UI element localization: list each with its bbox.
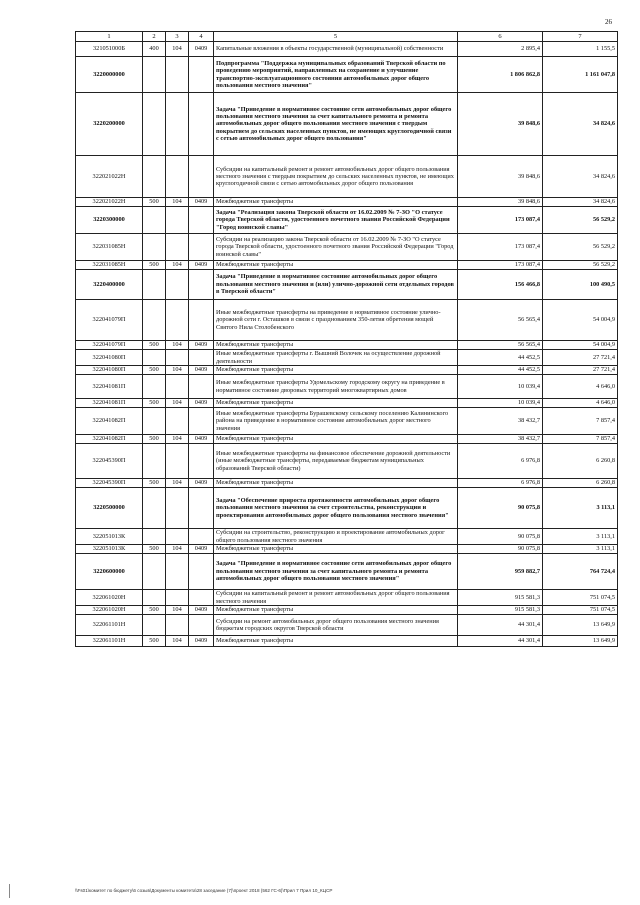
amount-executed-cell: 4 646,0 [543, 399, 618, 408]
item-name-cell: Субсидии на ремонт автомобильных дорог общего пользования местного значения бюджетам городских округов Тверской области [214, 615, 458, 636]
section-cell: 0409 [189, 606, 214, 615]
budget-code-cell: 3220300000 [76, 207, 143, 234]
budget-code-cell: 322041079П [76, 341, 143, 350]
budget-code-cell: 322045390П [76, 444, 143, 479]
section-cell [189, 156, 214, 198]
department-cell: 104 [166, 435, 189, 444]
footer-file-path: \\Fs01\комитет по бюджету\6 созыв\Документы комитета\28 заседание (7)\проект 2018 (562 ГС-6)\Прил 7 Прил 10_КЦСР [75, 888, 333, 893]
item-name-cell: Субсидии на капитальный ремонт и ремонт автомобильных дорог общего пользования местного значения с твердым покрытием до сельских населенных пунктов, не имеющих круглогодичной связи с сетью автомобильных дорог общего пользования [214, 156, 458, 198]
expense-type-cell: 500 [143, 479, 166, 488]
budget-code-cell: 322021022Н [76, 198, 143, 207]
section-cell: 0409 [189, 545, 214, 554]
expense-type-cell: 500 [143, 198, 166, 207]
budget-code-cell: 322061020Н [76, 606, 143, 615]
item-name-cell: Межбюджетные трансферты [214, 435, 458, 444]
amount-2018-cell: 1 806 862,8 [458, 57, 543, 93]
department-cell [166, 554, 189, 590]
table-body [76, 42, 618, 647]
item-name-cell: Капитальные вложения в объекты государственной (муниципальной) собственности [214, 42, 458, 57]
section-cell: 0409 [189, 261, 214, 270]
amount-executed-cell: 751 074,5 [543, 606, 618, 615]
budget-code-cell: 322061101Н [76, 615, 143, 636]
expense-type-cell [143, 93, 166, 156]
item-name-cell: Межбюджетные трансферты [214, 261, 458, 270]
budget-code-cell: 3220400000 [76, 270, 143, 300]
item-name-cell: Иные межбюджетные трансферты на финансовое обеспечение дорожной деятельности (иные межбюджетные трансферты, передаваемые бюджетам муниципальных образований Тверской области) [214, 444, 458, 479]
amount-2018-cell: 39 848,6 [458, 93, 543, 156]
table-row [76, 375, 618, 399]
section-cell [189, 270, 214, 300]
amount-executed-cell: 1 161 047,8 [543, 57, 618, 93]
amount-2018-cell: 10 039,4 [458, 399, 543, 408]
amount-executed-cell: 3 113,1 [543, 488, 618, 529]
amount-2018-cell: 156 466,8 [458, 270, 543, 300]
amount-executed-cell: 751 074,5 [543, 590, 618, 606]
department-cell: 104 [166, 636, 189, 647]
expense-type-cell: 500 [143, 545, 166, 554]
amount-2018-cell: 90 075,8 [458, 545, 543, 554]
item-name-cell: Межбюджетные трансферты [214, 545, 458, 554]
amount-2018-cell: 44 301,4 [458, 636, 543, 647]
budget-code-cell: 3220000000 [76, 57, 143, 93]
table-row [76, 435, 618, 444]
expense-type-cell: 500 [143, 606, 166, 615]
amount-2018-cell: 6 976,8 [458, 479, 543, 488]
item-name-cell: Субсидии на строительство, реконструкцию и проектирование автомобильных дорог общего пользования местного значения [214, 529, 458, 545]
department-cell [166, 488, 189, 529]
section-cell [189, 529, 214, 545]
expense-type-cell: 500 [143, 261, 166, 270]
amount-executed-cell: 34 824,6 [543, 156, 618, 198]
budget-code-cell: 321051000Б [76, 42, 143, 57]
expense-type-cell [143, 375, 166, 399]
department-cell [166, 300, 189, 341]
expense-type-cell [143, 529, 166, 545]
amount-executed-cell: 27 721,4 [543, 350, 618, 366]
department-cell: 104 [166, 341, 189, 350]
amount-executed-cell: 100 490,5 [543, 270, 618, 300]
section-cell [189, 300, 214, 341]
amount-executed-cell: 7 857,4 [543, 408, 618, 435]
department-cell: 104 [166, 479, 189, 488]
section-cell [189, 375, 214, 399]
expense-type-cell [143, 408, 166, 435]
department-cell [166, 350, 189, 366]
section-cell: 0409 [189, 479, 214, 488]
item-name-cell: Задача "Приведение в нормативное состояние сети автомобильных дорог общего пользования местного значения за счет капитального ремонта и ремонта автомобильных дорог общего пользования местного значения с твердым покрытием до сельских населенных пунктов, не имеющих круглогодичной связи с сетью автомобильных дорог общего пользования" [214, 93, 458, 156]
table-row [76, 545, 618, 554]
department-cell: 104 [166, 606, 189, 615]
amount-2018-cell: 38 432,7 [458, 435, 543, 444]
budget-code-cell: 322041081П [76, 399, 143, 408]
amount-2018-cell: 10 039,4 [458, 375, 543, 399]
expense-type-cell [143, 57, 166, 93]
amount-executed-cell: 27 721,4 [543, 366, 618, 375]
section-cell [189, 234, 214, 261]
expense-type-cell: 500 [143, 435, 166, 444]
table-row [76, 300, 618, 341]
department-cell [166, 93, 189, 156]
department-cell [166, 444, 189, 479]
table-row [76, 57, 618, 93]
section-cell [189, 207, 214, 234]
department-cell: 104 [166, 545, 189, 554]
item-name-cell: Задача "Обеспечение прироста протяженности автомобильных дорог общего пользования местного значения за счет строительства, реконструкции и проектирования автомобильных дорог общего пользования местного значения" [214, 488, 458, 529]
table-row [76, 636, 618, 647]
table-row [76, 479, 618, 488]
table-row [76, 42, 618, 57]
amount-executed-cell: 764 724,4 [543, 554, 618, 590]
expense-type-cell [143, 350, 166, 366]
budget-code-cell: 322041080П [76, 366, 143, 375]
budget-code-cell: 3220600000 [76, 554, 143, 590]
budget-table-container [75, 31, 617, 647]
table-row [76, 554, 618, 590]
amount-2018-cell: 173 087,4 [458, 207, 543, 234]
section-cell [189, 350, 214, 366]
amount-2018-cell: 959 882,7 [458, 554, 543, 590]
amount-executed-cell: 13 649,9 [543, 615, 618, 636]
item-name-cell: Субсидии на реализацию закона Тверской области от 16.02.2009 № 7-ЗО "О статусе города Тверской области, удостоенного почетного звания Российской Федерации "Город воинской славы" [214, 234, 458, 261]
table-header-row [76, 32, 618, 42]
expense-type-cell [143, 590, 166, 606]
amount-executed-cell: 34 824,6 [543, 93, 618, 156]
item-name-cell: Иные межбюджетные трансферты г. Вышний Волочек на осуществление дорожной деятельности [214, 350, 458, 366]
budget-code-cell: 322041079П [76, 300, 143, 341]
section-cell: 0409 [189, 636, 214, 647]
department-cell [166, 57, 189, 93]
section-cell: 0409 [189, 399, 214, 408]
budget-code-cell: 322041080П [76, 350, 143, 366]
amount-executed-cell: 7 857,4 [543, 435, 618, 444]
expense-type-cell [143, 270, 166, 300]
amount-executed-cell: 4 646,0 [543, 375, 618, 399]
section-cell [189, 93, 214, 156]
table-row [76, 606, 618, 615]
department-cell: 104 [166, 42, 189, 57]
amount-executed-cell: 6 260,8 [543, 479, 618, 488]
amount-executed-cell: 54 004,9 [543, 341, 618, 350]
amount-executed-cell: 56 529,2 [543, 234, 618, 261]
amount-2018-cell: 44 452,5 [458, 350, 543, 366]
page-number: 26 [605, 18, 612, 26]
section-cell [189, 590, 214, 606]
budget-code-cell: 3220200000 [76, 93, 143, 156]
department-cell [166, 590, 189, 606]
budget-code-cell: 322031085Н [76, 261, 143, 270]
amount-2018-cell: 39 848,6 [458, 198, 543, 207]
expense-type-cell: 500 [143, 366, 166, 375]
table-row [76, 234, 618, 261]
budget-code-cell: 322051013К [76, 529, 143, 545]
table-row [76, 261, 618, 270]
table-row [76, 408, 618, 435]
expense-type-cell: 500 [143, 341, 166, 350]
expense-type-cell [143, 615, 166, 636]
item-name-cell: Задача "Приведение в нормативное состояние автомобильных дорог общего пользования местного значения и (или) улично-дорожной сети отдельных городов в Тверской области" [214, 270, 458, 300]
amount-2018-cell: 44 301,4 [458, 615, 543, 636]
column-header-1: 1 [76, 32, 143, 42]
item-name-cell: Межбюджетные трансферты [214, 366, 458, 375]
item-name-cell: Межбюджетные трансферты [214, 479, 458, 488]
amount-2018-cell: 56 565,4 [458, 341, 543, 350]
column-header-5: 5 [214, 32, 458, 42]
margin-mark [9, 884, 10, 898]
item-name-cell: Иные межбюджетные трансферты на приведение в нормативное состояние улично-дорожной сети г. Осташков в связи с празднованием 350-летия обретения мощей Святого Нила Столобенского [214, 300, 458, 341]
amount-executed-cell: 34 824,6 [543, 198, 618, 207]
budget-code-cell: 322061101Н [76, 636, 143, 647]
item-name-cell: Межбюджетные трансферты [214, 636, 458, 647]
department-cell [166, 375, 189, 399]
budget-code-cell: 322041082П [76, 408, 143, 435]
budget-code-cell: 322041081П [76, 375, 143, 399]
item-name-cell: Межбюджетные трансферты [214, 399, 458, 408]
table-row [76, 529, 618, 545]
table-row [76, 207, 618, 234]
table-row [76, 341, 618, 350]
section-cell [189, 57, 214, 93]
expense-type-cell [143, 207, 166, 234]
department-cell [166, 156, 189, 198]
section-cell: 0409 [189, 198, 214, 207]
item-name-cell: Субсидии на капитальный ремонт и ремонт автомобильных дорог общего пользования местного значения [214, 590, 458, 606]
amount-executed-cell: 1 155,5 [543, 42, 618, 57]
item-name-cell: Иные межбюджетные трансферты Удомельскому городскому округу на приведение в нормативное состояние дворовых территорий многоквартирных домов [214, 375, 458, 399]
item-name-cell: Межбюджетные трансферты [214, 606, 458, 615]
budget-code-cell: 322041082П [76, 435, 143, 444]
amount-2018-cell: 173 087,4 [458, 234, 543, 261]
amount-executed-cell: 13 649,9 [543, 636, 618, 647]
budget-code-cell: 322031085Н [76, 234, 143, 261]
amount-executed-cell: 3 113,1 [543, 529, 618, 545]
section-cell [189, 554, 214, 590]
department-cell [166, 529, 189, 545]
table-row [76, 488, 618, 529]
amount-executed-cell: 3 113,1 [543, 545, 618, 554]
department-cell: 104 [166, 399, 189, 408]
amount-executed-cell: 56 529,2 [543, 207, 618, 234]
department-cell [166, 615, 189, 636]
table-row [76, 399, 618, 408]
column-header-2: 2 [143, 32, 166, 42]
table-row [76, 615, 618, 636]
section-cell: 0409 [189, 341, 214, 350]
table-row [76, 590, 618, 606]
expense-type-cell [143, 300, 166, 341]
amount-executed-cell: 54 004,9 [543, 300, 618, 341]
amount-2018-cell: 6 976,8 [458, 444, 543, 479]
department-cell [166, 207, 189, 234]
department-cell: 104 [166, 261, 189, 270]
amount-2018-cell: 173 087,4 [458, 261, 543, 270]
budget-code-cell: 322021022Н [76, 156, 143, 198]
department-cell [166, 408, 189, 435]
table-row [76, 156, 618, 198]
department-cell [166, 270, 189, 300]
expense-type-cell [143, 444, 166, 479]
expense-type-cell: 500 [143, 636, 166, 647]
table-row [76, 444, 618, 479]
column-header-6: 6 [458, 32, 543, 42]
section-cell [189, 408, 214, 435]
item-name-cell: Задача "Приведение в нормативное состояние сети автомобильных дорог общего пользования местного значения за счет капитального ремонта и ремонта автомобильных дорог общего пользования местного значения" [214, 554, 458, 590]
column-header-4: 4 [189, 32, 214, 42]
table-row [76, 350, 618, 366]
table-row [76, 93, 618, 156]
item-name-cell: Подпрограмма "Поддержка муниципальных образований Тверской области по проведению мероприятий, направленных на сохранение и улучшение транспортно-эксплуатационного состояния автомобильных дорог общего пользования местного значения" [214, 57, 458, 93]
section-cell: 0409 [189, 366, 214, 375]
budget-code-cell: 322051013К [76, 545, 143, 554]
item-name-cell: Иные межбюджетные трансферты Бурашевскому сельскому поселению Калининского района на приведение в нормативное состояние автомобильных дорог местного значения [214, 408, 458, 435]
expense-type-cell: 400 [143, 42, 166, 57]
amount-2018-cell: 915 581,3 [458, 606, 543, 615]
department-cell [166, 234, 189, 261]
item-name-cell: Задача "Реализация закона Тверской области от 16.02.2009 № 7-ЗО "О статусе города Тверской области, удостоенного почетного звания Российской Федерации "Город воинской славы" [214, 207, 458, 234]
table-row [76, 366, 618, 375]
section-cell [189, 488, 214, 529]
table-row [76, 270, 618, 300]
amount-executed-cell: 6 260,8 [543, 444, 618, 479]
budget-table [75, 31, 618, 647]
department-cell: 104 [166, 366, 189, 375]
amount-executed-cell: 56 529,2 [543, 261, 618, 270]
department-cell: 104 [166, 198, 189, 207]
amount-2018-cell: 38 432,7 [458, 408, 543, 435]
budget-code-cell: 322045390П [76, 479, 143, 488]
amount-2018-cell: 915 581,3 [458, 590, 543, 606]
amount-2018-cell: 90 075,8 [458, 529, 543, 545]
expense-type-cell [143, 488, 166, 529]
table-row [76, 198, 618, 207]
section-cell [189, 444, 214, 479]
amount-2018-cell: 39 848,6 [458, 156, 543, 198]
section-cell [189, 615, 214, 636]
budget-code-cell: 322061020Н [76, 590, 143, 606]
expense-type-cell [143, 554, 166, 590]
expense-type-cell [143, 156, 166, 198]
item-name-cell: Межбюджетные трансферты [214, 198, 458, 207]
amount-2018-cell: 56 565,4 [458, 300, 543, 341]
amount-2018-cell: 90 075,8 [458, 488, 543, 529]
expense-type-cell [143, 234, 166, 261]
amount-2018-cell: 44 452,5 [458, 366, 543, 375]
amount-2018-cell: 2 895,4 [458, 42, 543, 57]
section-cell: 0409 [189, 435, 214, 444]
section-cell: 0409 [189, 42, 214, 57]
item-name-cell: Межбюджетные трансферты [214, 341, 458, 350]
column-header-3: 3 [166, 32, 189, 42]
budget-code-cell: 3220500000 [76, 488, 143, 529]
expense-type-cell: 500 [143, 399, 166, 408]
column-header-7: 7 [543, 32, 618, 42]
